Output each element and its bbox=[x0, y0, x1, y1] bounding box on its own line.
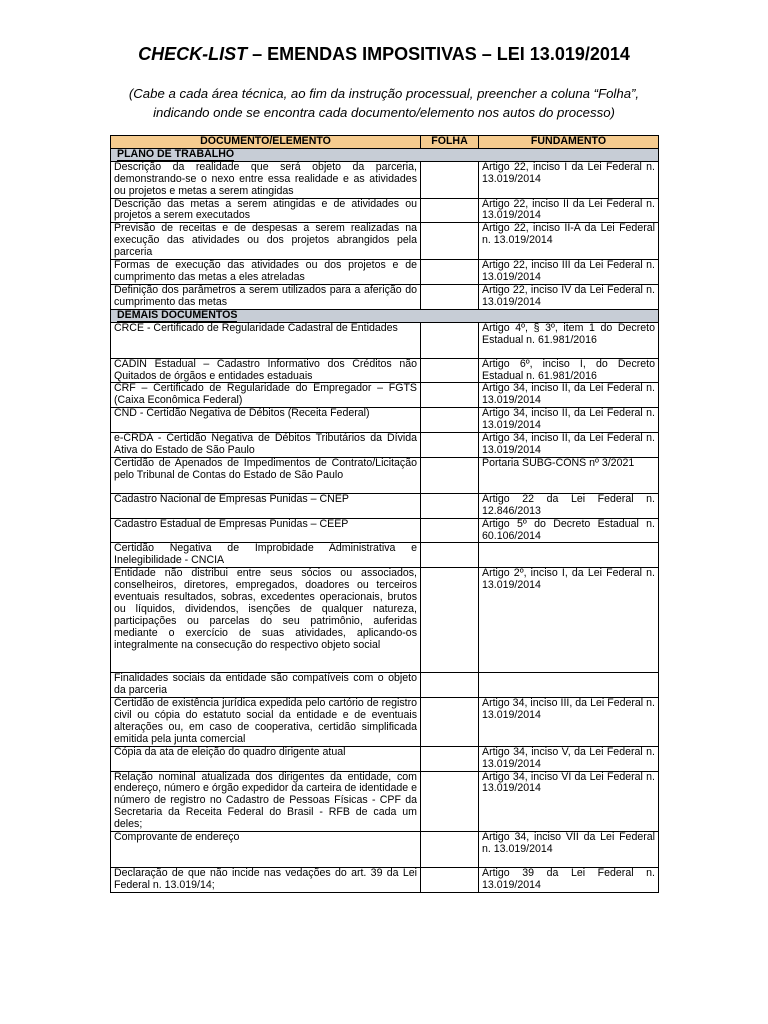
folha-cell[interactable] bbox=[421, 284, 479, 309]
table-row bbox=[111, 383, 659, 408]
fundamento-cell: Artigo 39 da Lei Federal n. 13.019/2014 bbox=[479, 868, 659, 893]
table-header-row bbox=[111, 136, 659, 149]
table-row bbox=[111, 518, 659, 543]
folha-cell[interactable] bbox=[421, 161, 479, 198]
folha-cell[interactable] bbox=[421, 746, 479, 771]
table-row bbox=[111, 832, 659, 868]
documento-cell: Descrição das metas a serem atingidas e de atividades ou projetos a serem executados bbox=[111, 198, 421, 223]
table-row bbox=[111, 698, 659, 747]
folha-cell[interactable] bbox=[421, 322, 479, 358]
header-fundamento: FUNDAMENTO bbox=[479, 136, 659, 149]
fundamento-cell: Artigo 34, inciso III, da Lei Federal n. 13.019/2014 bbox=[479, 698, 659, 747]
fundamento-cell bbox=[479, 673, 659, 698]
fundamento-cell: Artigo 2º, inciso I, da Lei Federal n. 13.019/2014 bbox=[479, 568, 659, 673]
documento-cell: CND - Certidão Negativa de Débitos (Receita Federal) bbox=[111, 408, 421, 433]
documento-cell: Formas de execução das atividades ou dos projetos e de cumprimento das metas a eles atreladas bbox=[111, 260, 421, 285]
section-row bbox=[111, 148, 659, 161]
fundamento-cell: Artigo 22, inciso I da Lei Federal n. 13.019/2014 bbox=[479, 161, 659, 198]
instructions-line-1: (Cabe a cada área técnica, ao fim da instrução processual, preencher a coluna “Folha”, bbox=[128, 86, 640, 101]
folha-cell[interactable] bbox=[421, 543, 479, 568]
document-instructions bbox=[60, 84, 708, 122]
documento-cell: CADIN Estadual – Cadastro Informativo dos Créditos não Quitados de órgãos e entidades estaduais bbox=[111, 358, 421, 383]
table-row bbox=[111, 433, 659, 458]
fundamento-cell: Artigo 34, inciso II, da Lei Federal n. 13.019/2014 bbox=[479, 433, 659, 458]
fundamento-cell: Artigo 6º, inciso I, do Decreto Estadual n. 61.981/2016 bbox=[479, 358, 659, 383]
folha-cell[interactable] bbox=[421, 568, 479, 673]
folha-cell[interactable] bbox=[421, 518, 479, 543]
folha-cell[interactable] bbox=[421, 383, 479, 408]
fundamento-cell: Artigo 22, inciso III da Lei Federal n. 13.019/2014 bbox=[479, 260, 659, 285]
documento-cell: CRF – Certificado de Regularidade do Empregador – FGTS (Caixa Econômica Federal) bbox=[111, 383, 421, 408]
fundamento-cell: Artigo 4º, § 3º, item 1 do Decreto Estadual n. 61.981/2016 bbox=[479, 322, 659, 358]
table-row bbox=[111, 568, 659, 673]
documento-cell: Comprovante de endereço bbox=[111, 832, 421, 868]
table-row bbox=[111, 673, 659, 698]
fundamento-cell: Artigo 34, inciso VI da Lei Federal n. 13.019/2014 bbox=[479, 771, 659, 832]
folha-cell[interactable] bbox=[421, 433, 479, 458]
title-italic-part: CHECK-LIST bbox=[138, 44, 248, 64]
folha-cell[interactable] bbox=[421, 673, 479, 698]
documento-cell: Cadastro Nacional de Empresas Punidas – CNEP bbox=[111, 493, 421, 518]
folha-cell[interactable] bbox=[421, 868, 479, 893]
fundamento-cell: Artigo 22 da Lei Federal n. 12.846/2013 bbox=[479, 493, 659, 518]
documento-cell: Cadastro Estadual de Empresas Punidas – CEEP bbox=[111, 518, 421, 543]
documento-cell: Certidão de existência jurídica expedida pelo cartório de registro civil ou cópia do estatuto social da entidade e de eventuais alterações ou, em caso de cooperativa, certidão simplificada emitida pela junta comercial bbox=[111, 698, 421, 747]
section-label: DEMAIS DOCUMENTOS bbox=[117, 308, 238, 321]
documento-cell: Definição dos parâmetros a serem utilizados para a aferição do cumprimento das metas bbox=[111, 284, 421, 309]
folha-cell[interactable] bbox=[421, 408, 479, 433]
checklist-table bbox=[110, 135, 659, 893]
fundamento-cell: Artigo 34, inciso II, da Lei Federal n. 13.019/2014 bbox=[479, 383, 659, 408]
fundamento-cell: Artigo 22, inciso II da Lei Federal n. 13.019/2014 bbox=[479, 198, 659, 223]
folha-cell[interactable] bbox=[421, 260, 479, 285]
fundamento-cell: Artigo 34, inciso VII da Lei Federal n. 13.019/2014 bbox=[479, 832, 659, 868]
folha-cell[interactable] bbox=[421, 698, 479, 747]
documento-cell: Certidão de Apenados de Impedimentos de Contrato/Licitação pelo Tribunal de Contas do Estado de São Paulo bbox=[111, 457, 421, 493]
section-label-cell bbox=[111, 309, 659, 322]
table-row bbox=[111, 322, 659, 358]
fundamento-cell: Artigo 22, inciso IV da Lei Federal n. 13.019/2014 bbox=[479, 284, 659, 309]
fundamento-cell: Portaria SUBG-CONS nº 3/2021 bbox=[479, 457, 659, 493]
folha-cell[interactable] bbox=[421, 771, 479, 832]
table-row bbox=[111, 284, 659, 309]
documento-cell: Certidão Negativa de Improbidade Administrativa e Inelegibilidade - CNCIA bbox=[111, 543, 421, 568]
documento-cell: Declaração de que não incide nas vedações do art. 39 da Lei Federal n. 13.019/14; bbox=[111, 868, 421, 893]
document-title bbox=[0, 44, 768, 65]
documento-cell: Cópia da ata de eleição do quadro dirigente atual bbox=[111, 746, 421, 771]
table-row bbox=[111, 457, 659, 493]
table-body bbox=[111, 148, 659, 892]
instructions-line-2: indicando onde se encontra cada documento/elemento nos autos do processo) bbox=[153, 105, 615, 120]
table-row bbox=[111, 358, 659, 383]
table-row bbox=[111, 543, 659, 568]
folha-cell[interactable] bbox=[421, 457, 479, 493]
title-rest-part: – EMENDAS IMPOSITIVAS – LEI 13.019/2014 bbox=[247, 44, 630, 64]
section-label: PLANO DE TRABALHO bbox=[117, 147, 235, 160]
fundamento-cell: Artigo 34, inciso II, da Lei Federal n. 13.019/2014 bbox=[479, 408, 659, 433]
documento-cell: Relação nominal atualizada dos dirigentes da entidade, com endereço, número e órgão expedidor da carteira de identidade e número de registro no Cadastro de Pessoas Físicas - CPF da Secretaria da Receita Federal do Brasil - RFB de cada um deles; bbox=[111, 771, 421, 832]
documento-cell: Previsão de receitas e de despesas a serem realizadas na execução das atividades ou dos projetos abrangidos pela parceria bbox=[111, 223, 421, 260]
fundamento-cell: Artigo 34, inciso V, da Lei Federal n. 13.019/2014 bbox=[479, 746, 659, 771]
table-row bbox=[111, 771, 659, 832]
header-folha: FOLHA bbox=[421, 136, 479, 149]
documento-cell: Descrição da realidade que será objeto da parceria, demonstrando-se o nexo entre essa realidade e as atividades ou projetos e metas a serem atingidas bbox=[111, 161, 421, 198]
table-row bbox=[111, 260, 659, 285]
table-row bbox=[111, 408, 659, 433]
table-row bbox=[111, 223, 659, 260]
folha-cell[interactable] bbox=[421, 493, 479, 518]
documento-cell: Finalidades sociais da entidade são compatíveis com o objeto da parceria bbox=[111, 673, 421, 698]
table-row bbox=[111, 868, 659, 893]
fundamento-cell: Artigo 5º do Decreto Estadual n. 60.106/2014 bbox=[479, 518, 659, 543]
table-row bbox=[111, 746, 659, 771]
documento-cell: Entidade não distribui entre seus sócios ou associados, conselheiros, diretores, empregados, doadores ou terceiros eventuais resultados, sobras, excedentes operacionais, brutos ou líquidos, dividendos, isenções de qualquer natureza, participações ou parcelas do seu patrimônio, auferidas mediante o exercício de suas atividades, aplicando-os integralmente na consecução do respectivo objeto social bbox=[111, 568, 421, 673]
table-row bbox=[111, 493, 659, 518]
section-label-cell bbox=[111, 148, 659, 161]
documento-cell: CRCE - Certificado de Regularidade Cadastral de Entidades bbox=[111, 322, 421, 358]
fundamento-cell: Artigo 22, inciso II-A da Lei Federal n. 13.019/2014 bbox=[479, 223, 659, 260]
folha-cell[interactable] bbox=[421, 198, 479, 223]
table-row bbox=[111, 198, 659, 223]
documento-cell: e-CRDA - Certidão Negativa de Débitos Tributários da Dívida Ativa do Estado de São Paulo bbox=[111, 433, 421, 458]
table-row bbox=[111, 161, 659, 198]
header-documento: DOCUMENTO/ELEMENTO bbox=[111, 136, 421, 149]
folha-cell[interactable] bbox=[421, 223, 479, 260]
fundamento-cell bbox=[479, 543, 659, 568]
section-row bbox=[111, 309, 659, 322]
folha-cell[interactable] bbox=[421, 358, 479, 383]
folha-cell[interactable] bbox=[421, 832, 479, 868]
